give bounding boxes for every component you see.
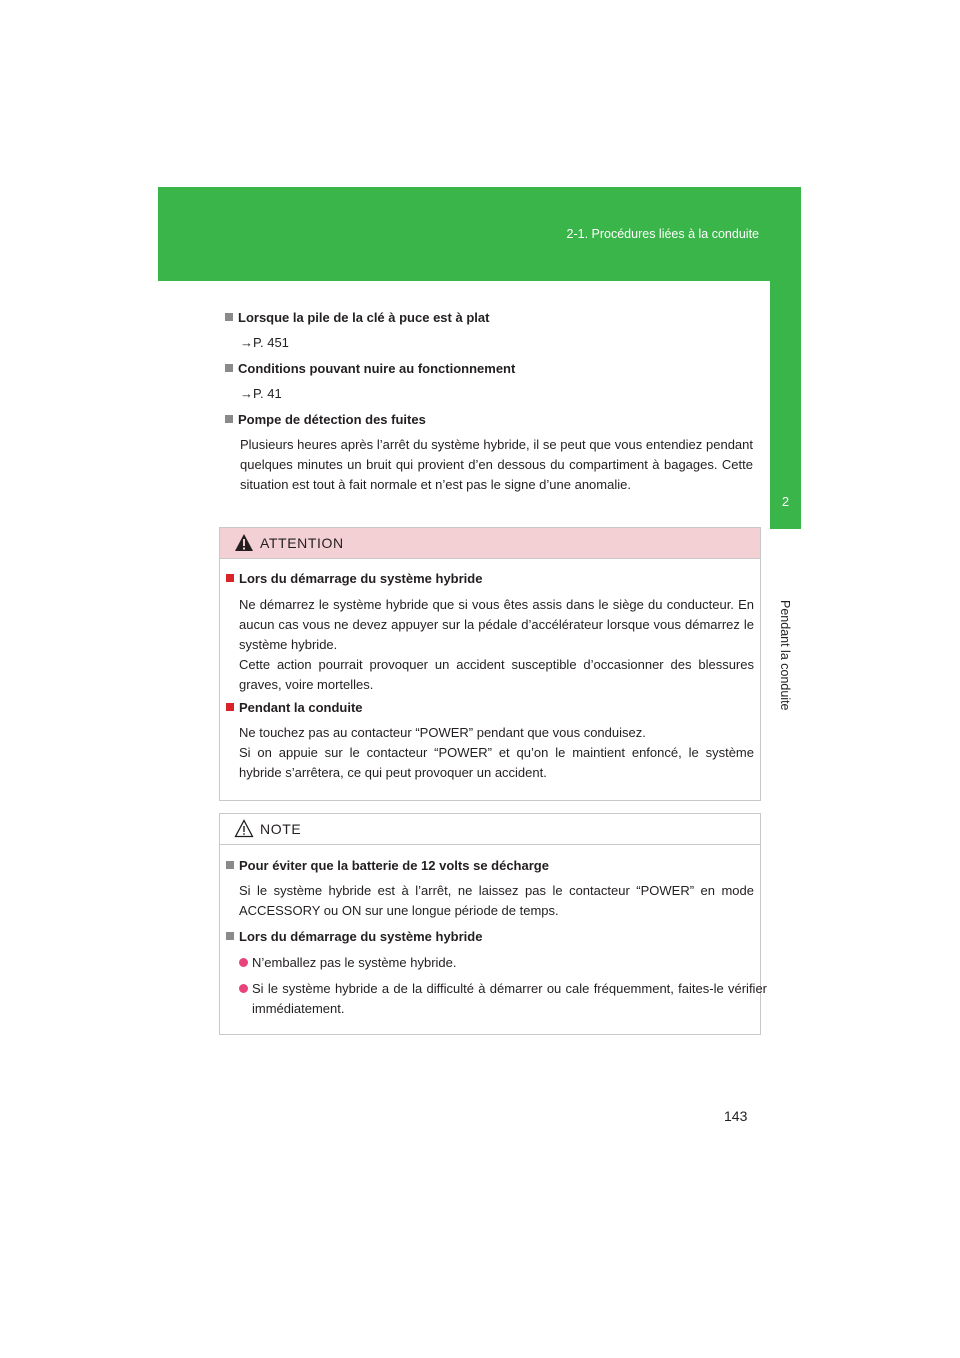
note-body: Si le système hybride est à l’arrêt, ne laissez pas le contacteur “POWER” en mode ACCESSORY ou ON sur une longue période de temps. (239, 883, 754, 918)
note-heading: Pour éviter que la batterie de 12 volts se décharge (226, 858, 549, 873)
square-bullet-icon (225, 313, 233, 321)
attention-heading: Pendant la conduite (226, 700, 363, 715)
attention-body: Cette action pourrait provoquer un accident susceptible d’occasionner des blessures graves, voire mortelles. (239, 657, 754, 692)
square-bullet-icon (226, 861, 234, 869)
note-header (220, 814, 760, 845)
attention-header (220, 528, 760, 559)
chapter-label-wrap (772, 600, 792, 720)
chapter-tab (770, 187, 801, 529)
chapter-number: 2 (781, 494, 790, 509)
attention-box (219, 527, 761, 801)
attention-heading: Lors du démarrage du système hybride (226, 571, 482, 586)
page-number: 143 (724, 1108, 748, 1124)
square-bullet-icon (226, 932, 234, 940)
page-reference: →P. 41 (240, 386, 282, 401)
section-header (158, 187, 801, 281)
note-bullet-item: N’emballez pas le système hybride. (239, 953, 754, 973)
note-bullet-item: Si le système hybride a de la difficulté à démarrer ou cale fréquemment, faites-le vérifier immédiatement. (239, 979, 767, 1019)
page-reference: →P. 451 (240, 335, 289, 350)
section-title: 2-1. Procédures liées à la conduite (566, 227, 759, 241)
square-bullet-icon (226, 703, 234, 711)
warning-icon (234, 533, 254, 552)
square-bullet-icon (226, 574, 234, 582)
item-heading: Conditions pouvant nuire au fonctionnement (225, 361, 515, 376)
chapter-label: Pendant la conduite (778, 600, 792, 711)
note-heading: Lors du démarrage du système hybride (226, 929, 482, 944)
round-bullet-icon (239, 958, 248, 967)
square-bullet-icon (225, 364, 233, 372)
item-body: Plusieurs heures après l’arrêt du système hybride, il se peut que vous entendiez pendant quelques minutes un bruit qui provient d’en dessous du compartiment à bagages. Cette situation est tout à fait normale et n’est pas le signe d’une anomalie. (240, 437, 753, 492)
note-box (219, 813, 767, 1035)
attention-body: Si on appuie sur le contacteur “POWER” et qu’on le maintient enfoncé, le système hybride s’arrêtera, ce qui peut provoquer un accident. (239, 745, 754, 780)
item-heading: Lorsque la pile de la clé à puce est à plat (225, 310, 489, 325)
item-heading: Pompe de détection des fuites (225, 412, 426, 427)
attention-body: Ne démarrez le système hybride que si vous êtes assis dans le siège du conducteur. En aucun cas vous ne devez appuyer sur la pédale d’accélérateur lorsque vous démarrez le système hybride. (239, 597, 754, 652)
attention-title: ATTENTION (260, 535, 344, 551)
caution-icon (234, 819, 254, 838)
square-bullet-icon (225, 415, 233, 423)
note-title: NOTE (260, 821, 302, 837)
round-bullet-icon (239, 984, 248, 993)
attention-body: Ne touchez pas au contacteur “POWER” pendant que vous conduisez. (239, 725, 646, 740)
